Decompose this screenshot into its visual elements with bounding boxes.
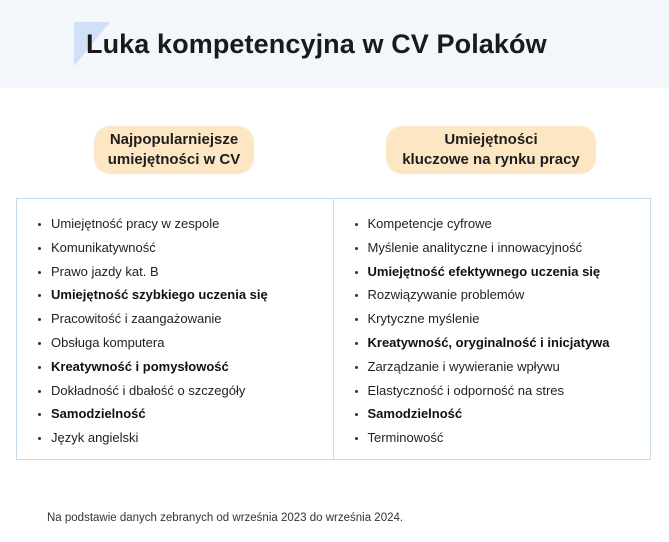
right-list-item: Myślenie analityczne i innowacyjność: [334, 236, 651, 260]
right-list-item: Kreatywność, oryginalność i inicjatywa: [334, 331, 651, 355]
left-column: [17, 199, 334, 459]
right-list-item: Terminowość: [334, 426, 651, 450]
page-title: Luka kompetencyjna w CV Polaków: [86, 29, 547, 59]
left-list-item: Język angielski: [17, 426, 333, 450]
right-column-header-line-1: Umiejętności: [444, 131, 538, 148]
right-list-item: Krytyczne myślenie: [334, 307, 651, 331]
right-column-header: [386, 126, 596, 174]
right-list-item: Umiejętność efektywnego uczenia się: [334, 260, 651, 284]
left-list-item: Umiejętność szybkiego uczenia się: [17, 283, 333, 307]
right-skill-list: [334, 212, 651, 450]
left-list-item: Dokładność i dbałość o szczegóły: [17, 379, 333, 403]
right-column-header-line-2: kluczowe na rynku pracy: [402, 151, 580, 168]
left-list-item: Umiejętność pracy w zespole: [17, 212, 333, 236]
left-list-item: Pracowitość i zaangażowanie: [17, 307, 333, 331]
right-list-item: Zarządzanie i wywieranie wpływu: [334, 355, 651, 379]
right-list-item: Samodzielność: [334, 402, 651, 426]
right-list-item: Elastyczność i odporność na stres: [334, 379, 651, 403]
right-list-item: Rozwiązywanie problemów: [334, 283, 651, 307]
left-list-item: Samodzielność: [17, 402, 333, 426]
comparison-table: [16, 198, 651, 460]
left-column-header-line-1: Najpopularniejsze: [109, 131, 239, 148]
left-list-item: Komunikatywność: [17, 236, 333, 260]
left-skill-list: [17, 212, 333, 450]
footnote: Na podstawie danych zebranych od września 2023 do września 2024.: [47, 512, 404, 524]
right-list-item: Kompetencje cyfrowe: [334, 212, 651, 236]
left-column-header: [94, 126, 254, 174]
header-band: [0, 0, 669, 88]
right-column: [334, 199, 651, 459]
left-column-header-line-2: umiejętności w CV: [107, 151, 241, 168]
left-list-item: Prawo jazdy kat. B: [17, 260, 333, 284]
left-list-item: Kreatywność i pomysłowość: [17, 355, 333, 379]
left-list-item: Obsługa komputera: [17, 331, 333, 355]
